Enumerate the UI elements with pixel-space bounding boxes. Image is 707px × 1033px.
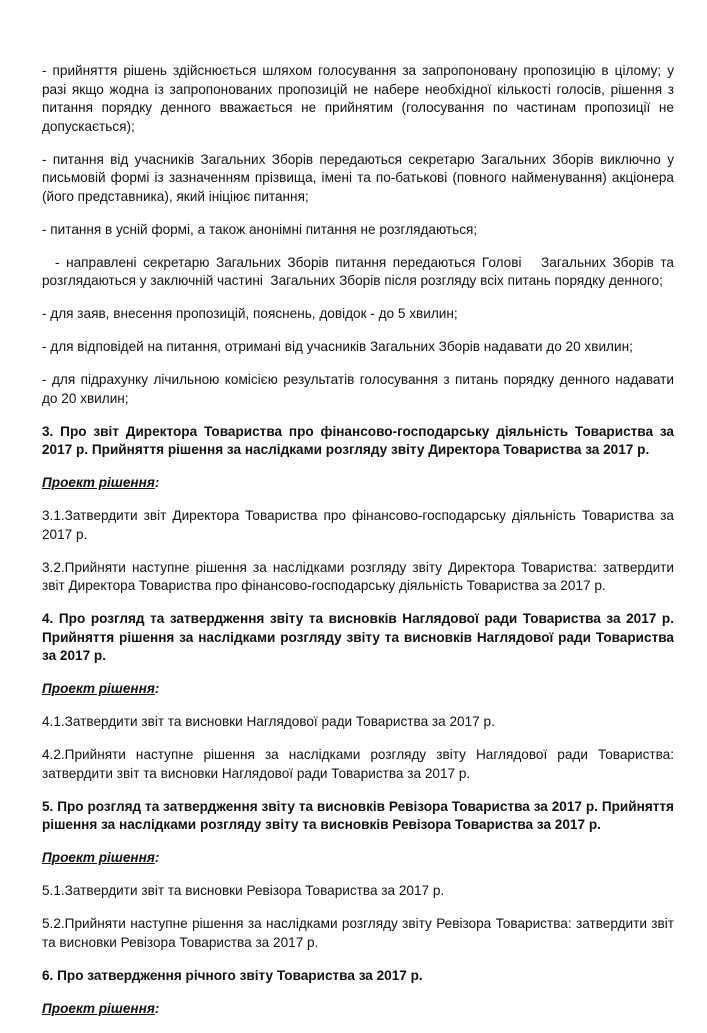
item-3-1: 3.1.Затвердити звіт Директора Товариства про фінансово-господарську діяльність Товариства за 2017 р. <box>42 508 674 542</box>
draft-label-colon: : <box>154 1000 160 1016</box>
item-4-draft-label <box>42 680 674 699</box>
item-3-2: 3.2.Прийняти наступне рішення за наслідками розгляду звіту Директора Товариства: затвердити звіт Директора Товариства про фінансово-господарську діяльність Товариства за 2017 р. <box>42 559 674 593</box>
rule-voting-whole: - прийняття рішень здійснюється шляхом голосування за запропоновану пропозицію в цілому; у разі якщо жодна із запропонованих пропозицій не набере необхідної кількості голосів, рішення з питання порядку денного вважається не прийнятим (голосування по частинам пропозиції не допускається); <box>42 63 674 134</box>
rule-questions-to-chair: - направлені секретарю Загальних Зборів питання передаються Голові Загальних Зборів та розглядаються у заключній частині Загальних Зборів після розгляду всіх питань порядку денного; <box>42 254 678 288</box>
item-5-draft-label <box>42 849 674 868</box>
item-6-draft-label <box>42 1000 674 1019</box>
rule-written-questions: - питання від учасників Загальних Зборів передаються секретарю Загальних Зборів виключно у письмовій формі із зазначенням прізвища, імені та по-батькові (повного найменування) акціонера (його представника), який ініціює питання; <box>42 151 674 204</box>
draft-label-colon: : <box>154 475 160 490</box>
rule-counting-time: - для підрахунку лічильною комісією результатів голосування з питань порядку денного надавати до 20 хвилин; <box>42 372 674 406</box>
item-3-heading: 3. Про звіт Директора Товариства про фінансово-господарську діяльність Товариства за 2017 р. Прийняття рішення за наслідками розгляду звіту Директора Товариства за 2017 р. <box>42 423 674 457</box>
rule-oral-questions: - питання в усній формі, а також анонімні питання не розглядаються; <box>42 221 478 237</box>
item-4-1: 4.1.Затвердити звіт та висновки Наглядової ради Товариства за 2017 р. <box>42 714 495 729</box>
item-4-heading: 4. Про розгляд та затвердження звіту та висновків Наглядової ради Товариства за 2017 р. Прийняття рішення за наслідками розгляду звіту та висновків Наглядової ради Товариства за 2017 р. <box>42 611 674 663</box>
item-4-2: 4.2.Прийняти наступне рішення за наслідками розгляду звіту Наглядової ради Товариства: затвердити звіт та висновки Наглядової ради Товариства за 2017 р. <box>42 747 674 781</box>
draft-label-text: Проект рішення <box>42 475 155 490</box>
rule-answers-time: - для відповідей на питання, отримані від учасників Загальних Зборів надавати до 20 хвилин; <box>42 339 633 354</box>
draft-label-text: Проект рішення <box>42 681 155 696</box>
draft-label-text: Проект рішення <box>42 1000 155 1016</box>
rule-statements-time: - для заяв, внесення пропозицій, пояснень, довідок - до 5 хвилин; <box>42 306 458 321</box>
item-5-1: 5.1.Затвердити звіт та висновки Ревізора Товариства за 2017 р. <box>42 883 445 898</box>
item-5-heading: 5. Про розгляд та затвердження звіту та висновків Ревізора Товариства за 2017 р. Прийняття рішення за наслідками розгляду звіту та висновків Ревізора Товариства за 2017 р. <box>42 798 674 832</box>
item-5-2: 5.2.Прийняти наступне рішення за наслідками розгляду звіту Ревізора Товариства: затвердити звіт та висновки Ревізора Товариства за 2017 р. <box>42 916 674 950</box>
item-6-heading: 6. Про затвердження річного звіту Товариства за 2017 р. <box>42 967 423 983</box>
item-3-draft-label <box>42 474 674 493</box>
draft-label-text: Проект рішення <box>42 850 155 865</box>
draft-label-colon: : <box>154 681 160 696</box>
document-page <box>42 62 678 1033</box>
draft-label-colon: : <box>154 850 160 865</box>
